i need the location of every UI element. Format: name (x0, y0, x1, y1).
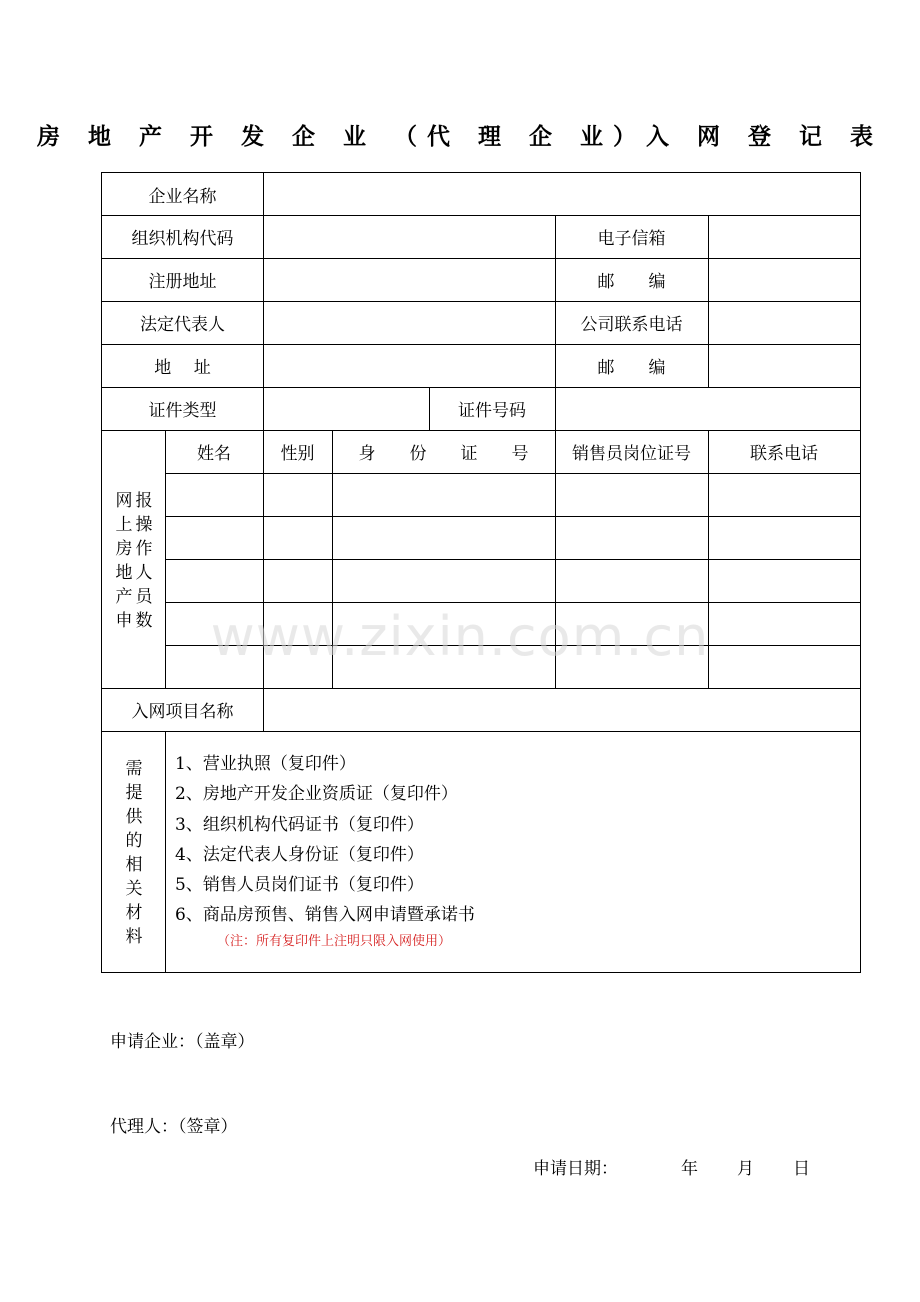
date-year: 年 (681, 1159, 698, 1179)
material-item: 6、商品房预售、销售入网申请暨承诺书 (175, 905, 475, 926)
label-id-type: 证件类型 (148, 401, 217, 421)
label-postcode: 邮 编 (597, 272, 666, 292)
label-id-number: 证件号码 (458, 401, 526, 421)
agent-signature: 代理人：（签章） (110, 1117, 238, 1137)
label-project-name: 入网项目名称 (131, 702, 234, 722)
label-company-name: 企业名称 (148, 186, 217, 207)
date-day: 日 (793, 1159, 810, 1179)
materials-side-label: 需 提 供 的 相 关 材 料 (125, 759, 143, 947)
label-address: 地 址 (154, 358, 211, 378)
header-contact-phone: 联系电话 (750, 444, 818, 464)
apply-date-label: 申请日期： (533, 1159, 618, 1179)
registration-form-table (101, 172, 861, 973)
material-item: 5、销售人员岗们证书（复印件） (175, 875, 424, 896)
watermark: www.zixin.com.cn (210, 605, 710, 668)
header-name: 姓名 (197, 444, 231, 464)
applicant-seal: 申请企业：（盖章） (110, 1032, 255, 1052)
header-id-card-number: 身 份 证 号 (358, 444, 529, 464)
header-gender: 性别 (280, 444, 315, 464)
material-item: 2、房地产开发企业资质证（复印件） (175, 784, 458, 805)
label-org-code: 组织机构代码 (131, 229, 234, 249)
header-sales-license: 销售员岗位证号 (572, 444, 691, 464)
staff-side-label-col2: 报 操 作 人 员 数 (135, 491, 153, 631)
label-company-phone: 公司联系电话 (580, 315, 683, 335)
label-legal-rep: 法定代表人 (140, 315, 225, 335)
material-item: 1、营业执照（复印件） (175, 754, 356, 774)
label-postcode-2: 邮 编 (597, 358, 666, 378)
label-reg-address: 注册地址 (148, 272, 217, 292)
page-title: 房 地 产 开 发 企 业 （代 理 企 业）入 网 登 记 表 (36, 124, 884, 150)
material-item: 3、组织机构代码证书（复印件） (175, 814, 424, 835)
materials-list (175, 749, 475, 953)
date-month: 月 (737, 1159, 754, 1179)
materials-note: （注：所有复印件上注明只限入网使用） (217, 933, 452, 949)
material-item: 4、法定代表人身份证（复印件） (175, 844, 424, 865)
label-email: 电子信箱 (597, 229, 666, 249)
staff-side-label-col1: 网 上 房 地 产 申 (115, 491, 133, 631)
